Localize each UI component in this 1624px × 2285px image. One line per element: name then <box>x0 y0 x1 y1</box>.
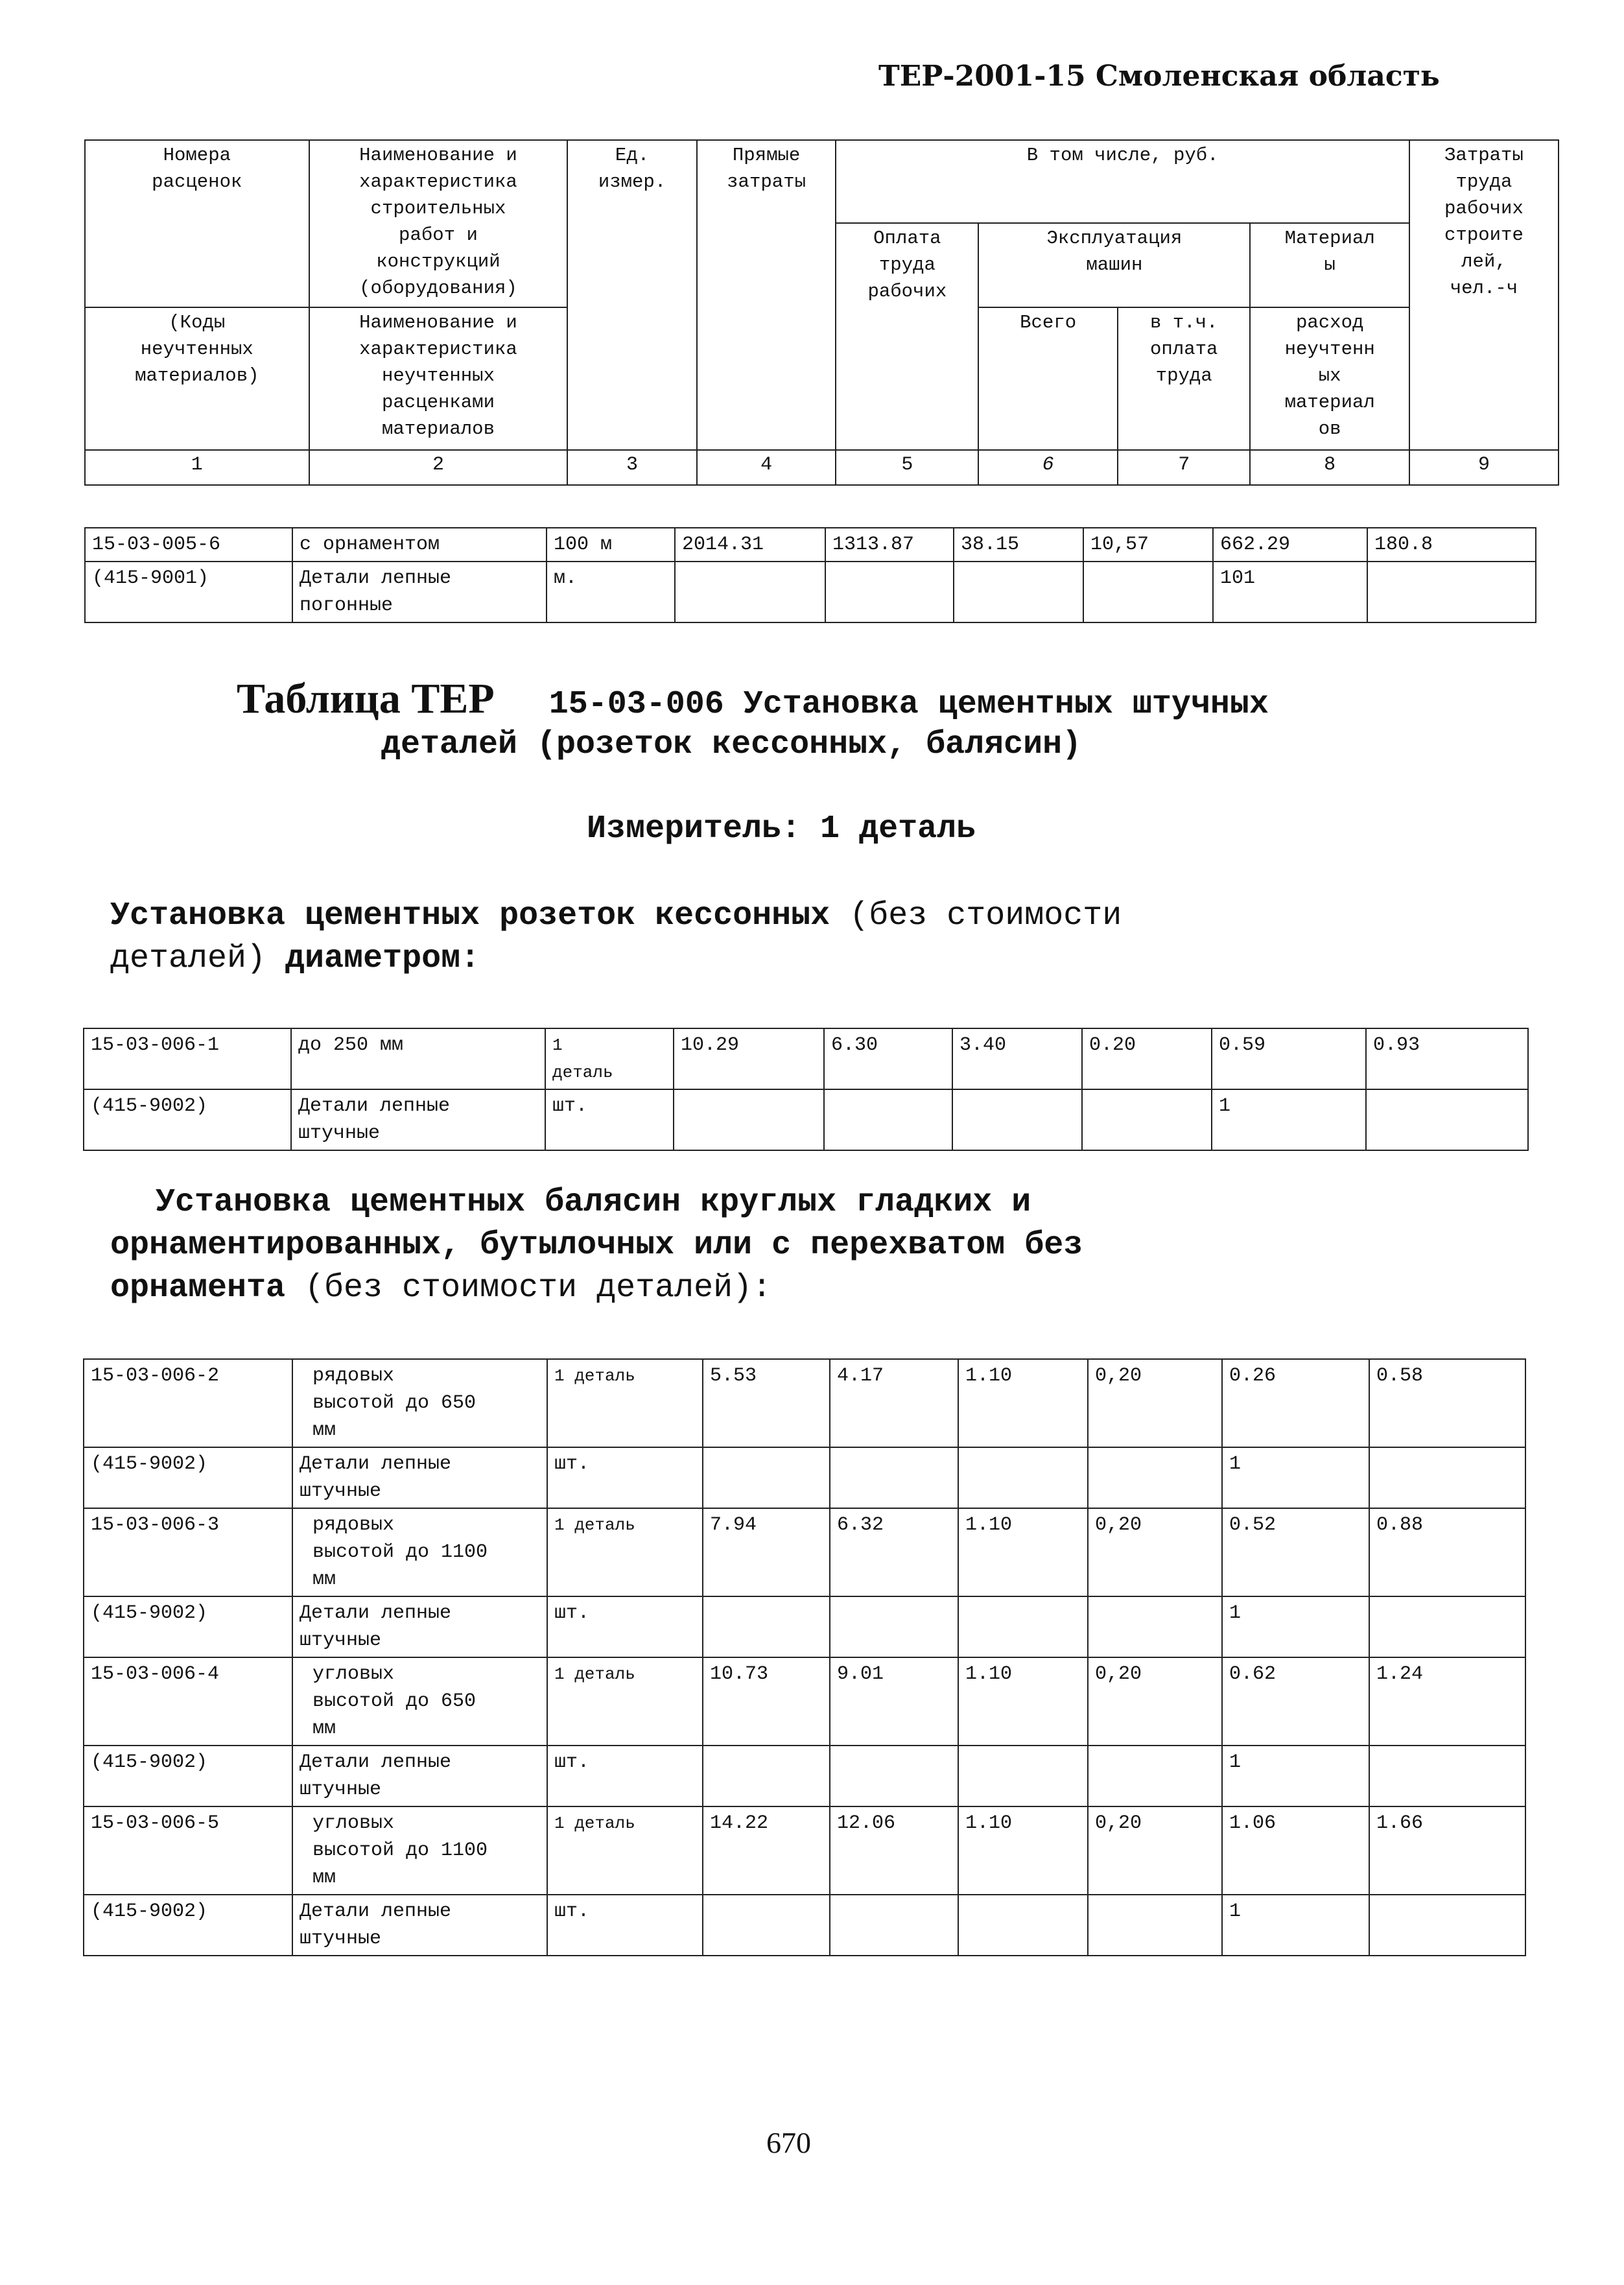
table-cell: 0,20 <box>1088 1359 1222 1447</box>
table-cell: 15-03-006-3 <box>84 1508 292 1596</box>
table-cell: 10.73 <box>703 1657 830 1746</box>
table-cell: 15-03-006-5 <box>84 1806 292 1895</box>
table-cell: 1.10 <box>958 1806 1088 1895</box>
rates-table-balusters <box>83 1358 1526 1956</box>
table-cell: 1.24 <box>1369 1657 1525 1746</box>
header-group: В том числе, руб. <box>836 140 1409 223</box>
table-cell: с орнаментом <box>292 528 547 562</box>
table-cell <box>1367 562 1536 622</box>
section2-line3-normal: (без стоимости деталей): <box>285 1270 772 1307</box>
table-cell <box>1088 1895 1222 1956</box>
table-cell: 9.01 <box>830 1657 958 1746</box>
section-heading-balusters <box>156 1181 1031 1224</box>
header-col8-bottom: расход неучтенн ых материал ов <box>1250 307 1409 450</box>
header-number: 1 <box>85 450 309 485</box>
table-cell <box>830 1746 958 1806</box>
table-cell: 0.93 <box>1366 1028 1528 1089</box>
table-cell: (415-9002) <box>84 1746 292 1806</box>
table-cell <box>1088 1447 1222 1508</box>
table-cell: 1 деталь <box>547 1508 703 1596</box>
header-col8-top: Материал ы <box>1250 223 1409 307</box>
table-cell <box>830 1596 958 1657</box>
table-cell <box>830 1447 958 1508</box>
table-cell: 1.66 <box>1369 1806 1525 1895</box>
table-cell: 14.22 <box>703 1806 830 1895</box>
table-cell: 15-03-006-1 <box>84 1028 291 1089</box>
table-cell: 1.06 <box>1222 1806 1369 1895</box>
rates-table-15-03-005 <box>84 527 1536 623</box>
material-row <box>85 562 1536 622</box>
table-cell: 0.62 <box>1222 1657 1369 1746</box>
table-cell: 38.15 <box>954 528 1083 562</box>
table-cell: 1.10 <box>958 1657 1088 1746</box>
section1-bold-a: Установка цементных розеток кессонных <box>110 897 830 934</box>
material-row <box>84 1447 1525 1508</box>
table-cell: шт. <box>547 1447 703 1508</box>
table-cell: шт. <box>547 1746 703 1806</box>
table-cell: 4.17 <box>830 1359 958 1447</box>
rate-row <box>85 528 1536 562</box>
table-cell <box>1369 1596 1525 1657</box>
table-cell: шт. <box>547 1895 703 1956</box>
table-cell <box>1369 1746 1525 1806</box>
table-cell: Детали лепные штучные <box>292 1895 547 1956</box>
table-cell: Детали лепные штучные <box>292 1596 547 1657</box>
table-cell: 1 деталь <box>547 1359 703 1447</box>
section2-line1: Установка цементных балясин круглых гладких и <box>156 1184 1031 1221</box>
header-col1-bottom: (Коды неучтенных материалов) <box>85 307 309 450</box>
table-cell <box>703 1596 830 1657</box>
header-col3: Ед. измер. <box>567 140 696 450</box>
table-cell: 0.26 <box>1222 1359 1369 1447</box>
material-row <box>84 1746 1525 1806</box>
rate-row <box>84 1359 1525 1447</box>
table-cell <box>1366 1089 1528 1150</box>
table-cell: 12.06 <box>830 1806 958 1895</box>
table-cell <box>703 1746 830 1806</box>
rates-table-rosettes <box>83 1028 1529 1151</box>
table-cell: 1 деталь <box>547 1657 703 1746</box>
table-title-line2: деталей (розеток кессонных, балясин) <box>381 726 1082 763</box>
table-cell <box>952 1089 1082 1150</box>
table-cell: угловых высотой до 650 мм <box>292 1657 547 1746</box>
header-col9: Затраты труда рабочих строите лей, чел.-ч <box>1409 140 1559 450</box>
header-number: 4 <box>697 450 836 485</box>
table-title-line1: 15-03-006 Установка цементных штучных <box>548 686 1269 723</box>
table-cell: (415-9002) <box>84 1596 292 1657</box>
material-row <box>84 1895 1525 1956</box>
table-cell <box>675 562 825 622</box>
section2-line2: орнаментированных, бутылочных или с перехватом без <box>110 1227 1083 1264</box>
table-cell: 662.29 <box>1213 528 1367 562</box>
table-cell: шт. <box>545 1089 674 1150</box>
table-cell: 6.30 <box>824 1028 952 1089</box>
table-cell <box>830 1895 958 1956</box>
table-cell: 100 м <box>547 528 675 562</box>
table-cell: Детали лепные штучные <box>291 1089 545 1150</box>
table-cell: Детали лепные погонные <box>292 562 547 622</box>
table-cell: (415-9002) <box>84 1447 292 1508</box>
table-cell: рядовых высотой до 650 мм <box>292 1359 547 1447</box>
table-cell: 1 <box>1222 1596 1369 1657</box>
section1-normal-a: (без стоимости <box>830 897 1122 934</box>
material-row <box>84 1089 1528 1150</box>
table-cell: (415-9002) <box>84 1089 291 1150</box>
header-number: 9 <box>1409 450 1559 485</box>
table-cell: 1 деталь <box>547 1806 703 1895</box>
rate-row <box>84 1508 1525 1596</box>
table-title-prefix: Таблица ТЕР <box>237 675 495 722</box>
table-cell <box>1088 1746 1222 1806</box>
table-cell <box>958 1447 1088 1508</box>
header-col1-top: Номера расценок <box>85 140 309 307</box>
material-row <box>84 1596 1525 1657</box>
table-cell: 1 деталь <box>545 1028 674 1089</box>
table-cell <box>703 1895 830 1956</box>
table-cell <box>825 562 954 622</box>
section-heading-balusters-cont <box>110 1224 1083 1310</box>
page-number: 670 <box>766 2126 811 2159</box>
table-cell <box>1369 1447 1525 1508</box>
header-number: 5 <box>836 450 978 485</box>
table-cell <box>958 1746 1088 1806</box>
table-cell: 0.58 <box>1369 1359 1525 1447</box>
table-cell <box>674 1089 824 1150</box>
table-cell <box>958 1895 1088 1956</box>
table-cell: 0.59 <box>1212 1028 1366 1089</box>
table-cell: 1.10 <box>958 1508 1088 1596</box>
section-heading-rosettes <box>110 895 1122 980</box>
table-cell <box>703 1447 830 1508</box>
table-cell: 0.88 <box>1369 1508 1525 1596</box>
table-cell: 0.52 <box>1222 1508 1369 1596</box>
table-cell: (415-9002) <box>84 1895 292 1956</box>
table-cell <box>1369 1895 1525 1956</box>
table-cell: 2014.31 <box>675 528 825 562</box>
table-cell: 15-03-006-4 <box>84 1657 292 1746</box>
table-cell: 7.94 <box>703 1508 830 1596</box>
header-col2-top: Наименование и характеристика строительных работ и конструкций (оборудования) <box>309 140 568 307</box>
table-cell <box>954 562 1083 622</box>
header-number: 8 <box>1250 450 1409 485</box>
table-cell: 1313.87 <box>825 528 954 562</box>
table-cell: м. <box>547 562 675 622</box>
column-header-table <box>84 139 1559 486</box>
measure-unit: Измеритель: 1 деталь <box>587 811 976 847</box>
header-number: 2 <box>309 450 568 485</box>
table-cell <box>1088 1596 1222 1657</box>
header-col7: в т.ч. оплата труда <box>1118 307 1250 450</box>
table-cell: 1 <box>1222 1447 1369 1508</box>
table-cell: Детали лепные штучные <box>292 1447 547 1508</box>
header-number: 3 <box>567 450 696 485</box>
table-cell: 0.20 <box>1082 1028 1212 1089</box>
table-cell: до 250 мм <box>291 1028 545 1089</box>
table-cell: 5.53 <box>703 1359 830 1447</box>
section2-line3-bold: орнамента <box>110 1270 286 1307</box>
header-col4: Прямые затраты <box>697 140 836 450</box>
table-cell: угловых высотой до 1100 мм <box>292 1806 547 1895</box>
running-header: ТЕР-2001-15 Смоленская область <box>878 60 1440 93</box>
table-cell <box>1083 562 1213 622</box>
table-cell: 15-03-005-6 <box>85 528 292 562</box>
table-cell: 3.40 <box>952 1028 1082 1089</box>
header-col5: Оплата труда рабочих <box>836 223 978 450</box>
rate-row <box>84 1028 1528 1089</box>
table-cell <box>958 1596 1088 1657</box>
table-cell: (415-9001) <box>85 562 292 622</box>
table-cell <box>824 1089 952 1150</box>
table-cell: 10.29 <box>674 1028 824 1089</box>
table-cell: 10,57 <box>1083 528 1213 562</box>
header-col2-bottom: Наименование и характеристика неучтенных расценками материалов <box>309 307 568 450</box>
table-cell: 1 <box>1222 1895 1369 1956</box>
table-cell: Детали лепные штучные <box>292 1746 547 1806</box>
header-col6: Всего <box>978 307 1118 450</box>
table-cell: 0,20 <box>1088 1508 1222 1596</box>
header-col67: Эксплуатация машин <box>978 223 1250 307</box>
table-cell: 1 <box>1222 1746 1369 1806</box>
header-number: 7 <box>1118 450 1250 485</box>
table-cell: 180.8 <box>1367 528 1536 562</box>
table-cell: 1 <box>1212 1089 1366 1150</box>
table-title <box>237 674 1269 724</box>
section1-bold-b: диаметром: <box>285 940 480 977</box>
table-cell: 0,20 <box>1088 1657 1222 1746</box>
table-cell: 0,20 <box>1088 1806 1222 1895</box>
header-number: 6 <box>978 450 1118 485</box>
table-cell <box>1082 1089 1212 1150</box>
rate-row <box>84 1806 1525 1895</box>
table-cell: рядовых высотой до 1100 мм <box>292 1508 547 1596</box>
table-cell: 15-03-006-2 <box>84 1359 292 1447</box>
table-cell: 6.32 <box>830 1508 958 1596</box>
rate-row <box>84 1657 1525 1746</box>
table-cell: 1.10 <box>958 1359 1088 1447</box>
table-cell: шт. <box>547 1596 703 1657</box>
section1-normal-b: деталей) <box>110 940 286 977</box>
table-cell: 101 <box>1213 562 1367 622</box>
